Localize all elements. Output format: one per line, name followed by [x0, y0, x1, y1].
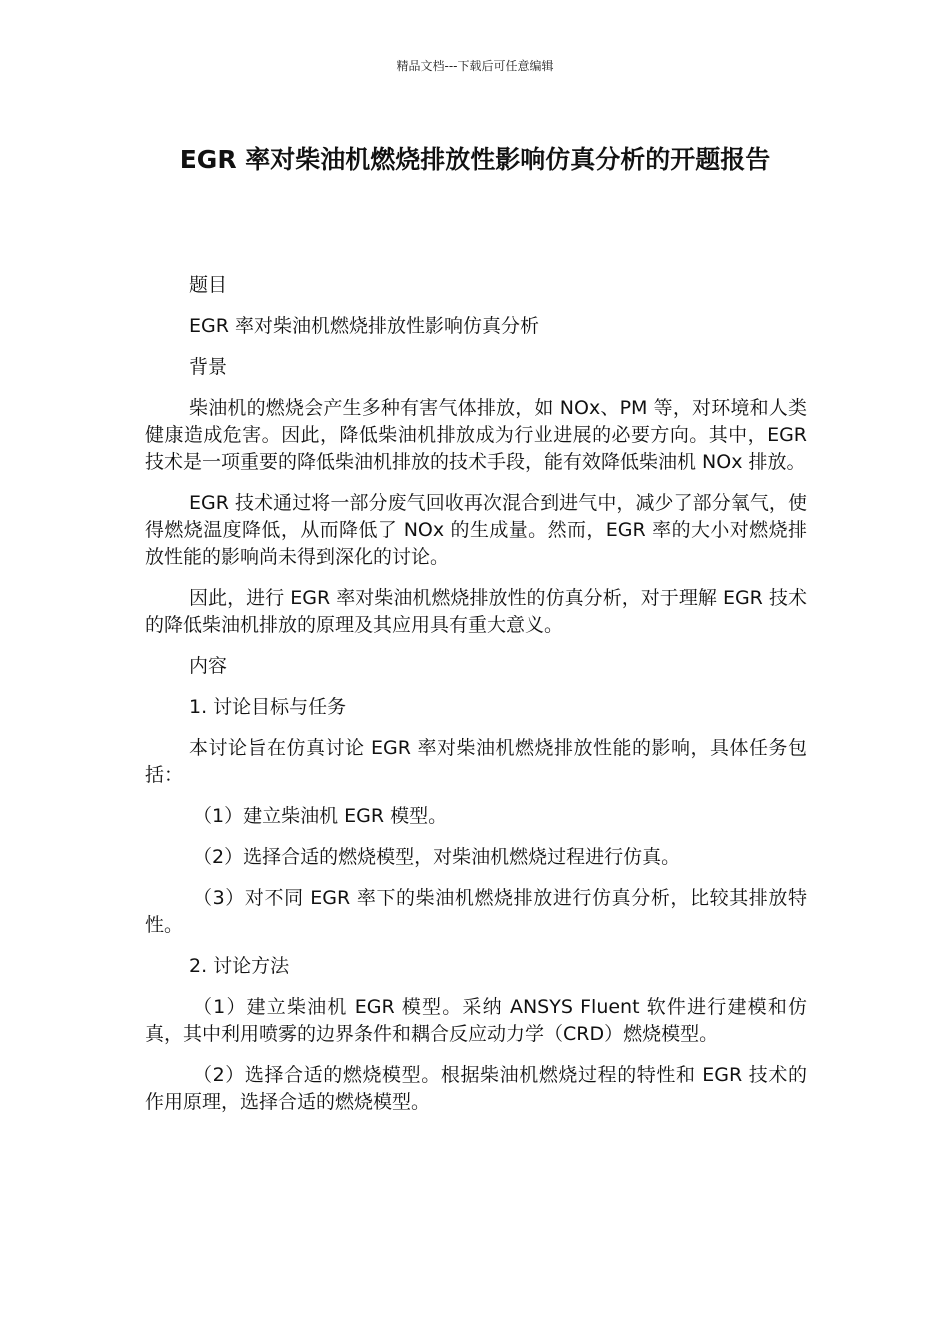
page-header-note: 精品文档---下载后可任意编辑	[396, 59, 554, 73]
task-item-1: （1）建立柴油机 EGR 模型。	[193, 805, 448, 827]
topic-text: EGR 率对柴油机燃烧排放性影响仿真分析	[189, 315, 539, 337]
background-paragraph-1: 柴油机的燃烧会产生多种有害气体排放，如 NOx、PM 等，对环境和人类健康造成危害。因此，降低柴油机排放成为行业进展的必要方向。其中，EGR 技术是一项重要的降低柴油机排放的技术手段，能有效降低柴油机 NOx 排放。	[145, 397, 807, 473]
section-goals-heading: 1. 讨论目标与任务	[189, 696, 347, 718]
method-item-2: （2）选择合适的燃烧模型。根据柴油机燃烧过程的特性和 EGR 技术的作用原理，选择合适的燃烧模型。	[145, 1064, 807, 1113]
goals-intro-paragraph: 本讨论旨在仿真讨论 EGR 率对柴油机燃烧排放性能的影响，具体任务包括：	[145, 737, 807, 786]
heading-content: 内容	[189, 655, 228, 677]
heading-background: 背景	[189, 356, 228, 378]
heading-topic: 题目	[189, 274, 228, 296]
document-title: EGR 率对柴油机燃烧排放性影响仿真分析的开题报告	[179, 145, 771, 174]
method-item-1: （1）建立柴油机 EGR 模型。采纳 ANSYS Fluent 软件进行建模和仿真，其中利用喷雾的边界条件和耦合反应动力学（CRD）燃烧模型。	[145, 996, 807, 1045]
document-body	[145, 272, 807, 1130]
task-item-2: （2）选择合适的燃烧模型，对柴油机燃烧过程进行仿真。	[193, 846, 681, 868]
task-item-3: （3）对不同 EGR 率下的柴油机燃烧排放进行仿真分析，比较其排放特性。	[145, 887, 807, 936]
section-methods-heading: 2. 讨论方法	[189, 955, 290, 977]
background-paragraph-2: EGR 技术通过将一部分废气回收再次混合到进气中，减少了部分氧气，使得燃烧温度降低，从而降低了 NOx 的生成量。然而，EGR 率的大小对燃烧排放性能的影响尚未得到深化的讨论。	[145, 492, 807, 568]
background-paragraph-3: 因此，进行 EGR 率对柴油机燃烧排放性的仿真分析，对于理解 EGR 技术的降低柴油机排放的原理及其应用具有重大意义。	[145, 587, 807, 636]
